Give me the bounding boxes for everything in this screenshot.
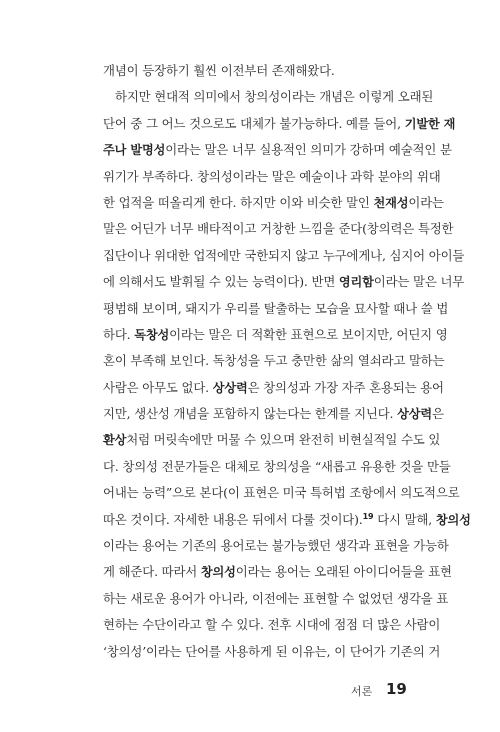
text-line [103,269,465,295]
text-line [103,375,444,401]
text-run: 이라는 [408,194,444,210]
text-run: 혼이 부족해 보인다. 독창성을 두고 충만한 삶의 열쇠라고 말하는 [103,353,445,369]
text-line [103,427,441,453]
emphasized-term: 상상력 [397,407,432,422]
emphasized-term: 영리함 [338,275,374,290]
footnote-ref: 19 [362,511,374,521]
emphasized-term: 독창성 [134,327,170,342]
text-run: 하는 새로운 용어가 아니라, 이전에는 표현할 수 없었던 생각을 표 [103,590,449,606]
text-run: ‘창의성’이라는 단어를 사용하게 된 이유는, 이 단어가 기존의 거 [103,643,441,659]
text-line [103,348,445,374]
text-run: 하다. [103,326,135,342]
emphasized-term: 환상 [103,433,127,448]
text-run: 은 창의성과 가장 자주 혼용되는 용어 [247,379,444,395]
emphasized-term: 창의성 [435,512,471,527]
text-run: 은 [432,406,444,422]
text-run: 사람은 아무도 없다. [103,379,213,395]
text-run: 이라는 말은 더 적확한 표현으로 보이지만, 어딘지 영 [169,326,448,342]
text-line [103,137,452,163]
text-line [103,639,441,665]
text-run: 처럼 머릿속에만 머물 수 있으며 완전히 비현실적일 수도 있 [126,432,441,448]
text-run: 어내는 능력”으로 본다(이 표현은 미국 특허법 조항에서 의도적으로 [103,485,460,501]
emphasized-term: 천재성 [373,195,409,210]
emphasized-term: 창의성 [200,565,236,580]
text-line [103,507,471,533]
text-line [103,612,441,638]
text-line [103,296,449,322]
text-run: 다. 창의성 전문가들은 대체로 창의성을 “새롭고 유용한 것을 만들 [103,458,451,474]
text-line [103,454,451,480]
text-line [103,84,434,110]
text-run: 위기가 부족하다. 창의성이라는 말은 예술이나 과학 분야의 위대 [103,168,441,184]
text-run: 단어 중 그 어느 것으로도 대체가 불가능하다. 예를 들어, [103,115,405,131]
body-text [103,58,471,665]
emphasized-term: 상상력 [212,380,248,395]
text-line [103,586,449,612]
text-line [103,322,448,348]
text-run: 에 의해서도 발휘될 수 있는 능력이다). 반면 [103,274,339,290]
text-run: 하지만 현대적 의미에서 창의성이라는 개념은 이렇게 오래된 [115,89,434,105]
text-line [103,216,454,242]
text-line [103,58,423,84]
emphasized-term: 기발한 재 [404,116,456,131]
text-run: 말은 어딘가 너무 배타적이고 거창한 느낌을 준다(창의력은 특정한 [103,221,454,237]
text-run: 게 해준다. 따라서 [103,564,201,580]
text-run: 이라는 말은 너무 [373,274,465,290]
text-line [103,480,460,506]
text-run: 이라는 용어는 오래된 아이디어들을 표현 [235,564,452,580]
text-run: 다시 말해, [373,511,436,527]
page-number: 19 [386,680,407,698]
text-run: 따온 것이다. 자세한 내용은 뒤에서 다룰 것이다). [103,511,363,527]
text-run: 한 업적을 떠올리게 한다. 하지만 이와 비슷한 말인 [103,194,374,210]
text-line [103,164,441,190]
text-line [103,243,465,269]
text-run: 평범해 보이며, 돼지가 우리를 탈출하는 모습을 묘사할 때나 쓸 법 [103,300,449,316]
text-line [103,401,444,427]
text-line [103,111,456,137]
text-run: 집단이나 위대한 업적에만 국한되지 않고 누구에게나, 심지어 아이들 [103,247,465,263]
text-line [103,559,452,585]
text-run: 개념이 등장하기 훨씬 이전부터 존재해왔다. [103,63,335,78]
text-line [103,533,449,559]
running-footer-section: 서론 [351,685,373,698]
page-footer [0,680,500,700]
text-line [103,190,444,216]
text-run: 이라는 용어는 기존의 용어로는 불가능했던 생각과 표현을 가능하 [103,538,449,554]
text-run: 지만, 생산성 개념을 포함하지 않는다는 한계를 지닌다. [103,406,398,422]
emphasized-term: 주나 발명성 [103,143,166,158]
text-run: 이라는 말은 너무 실용적인 의미가 강하며 예술적인 분 [165,142,452,158]
text-run: 현하는 수단이라고 할 수 있다. 전후 시대에 점점 더 많은 사람이 [103,617,441,633]
